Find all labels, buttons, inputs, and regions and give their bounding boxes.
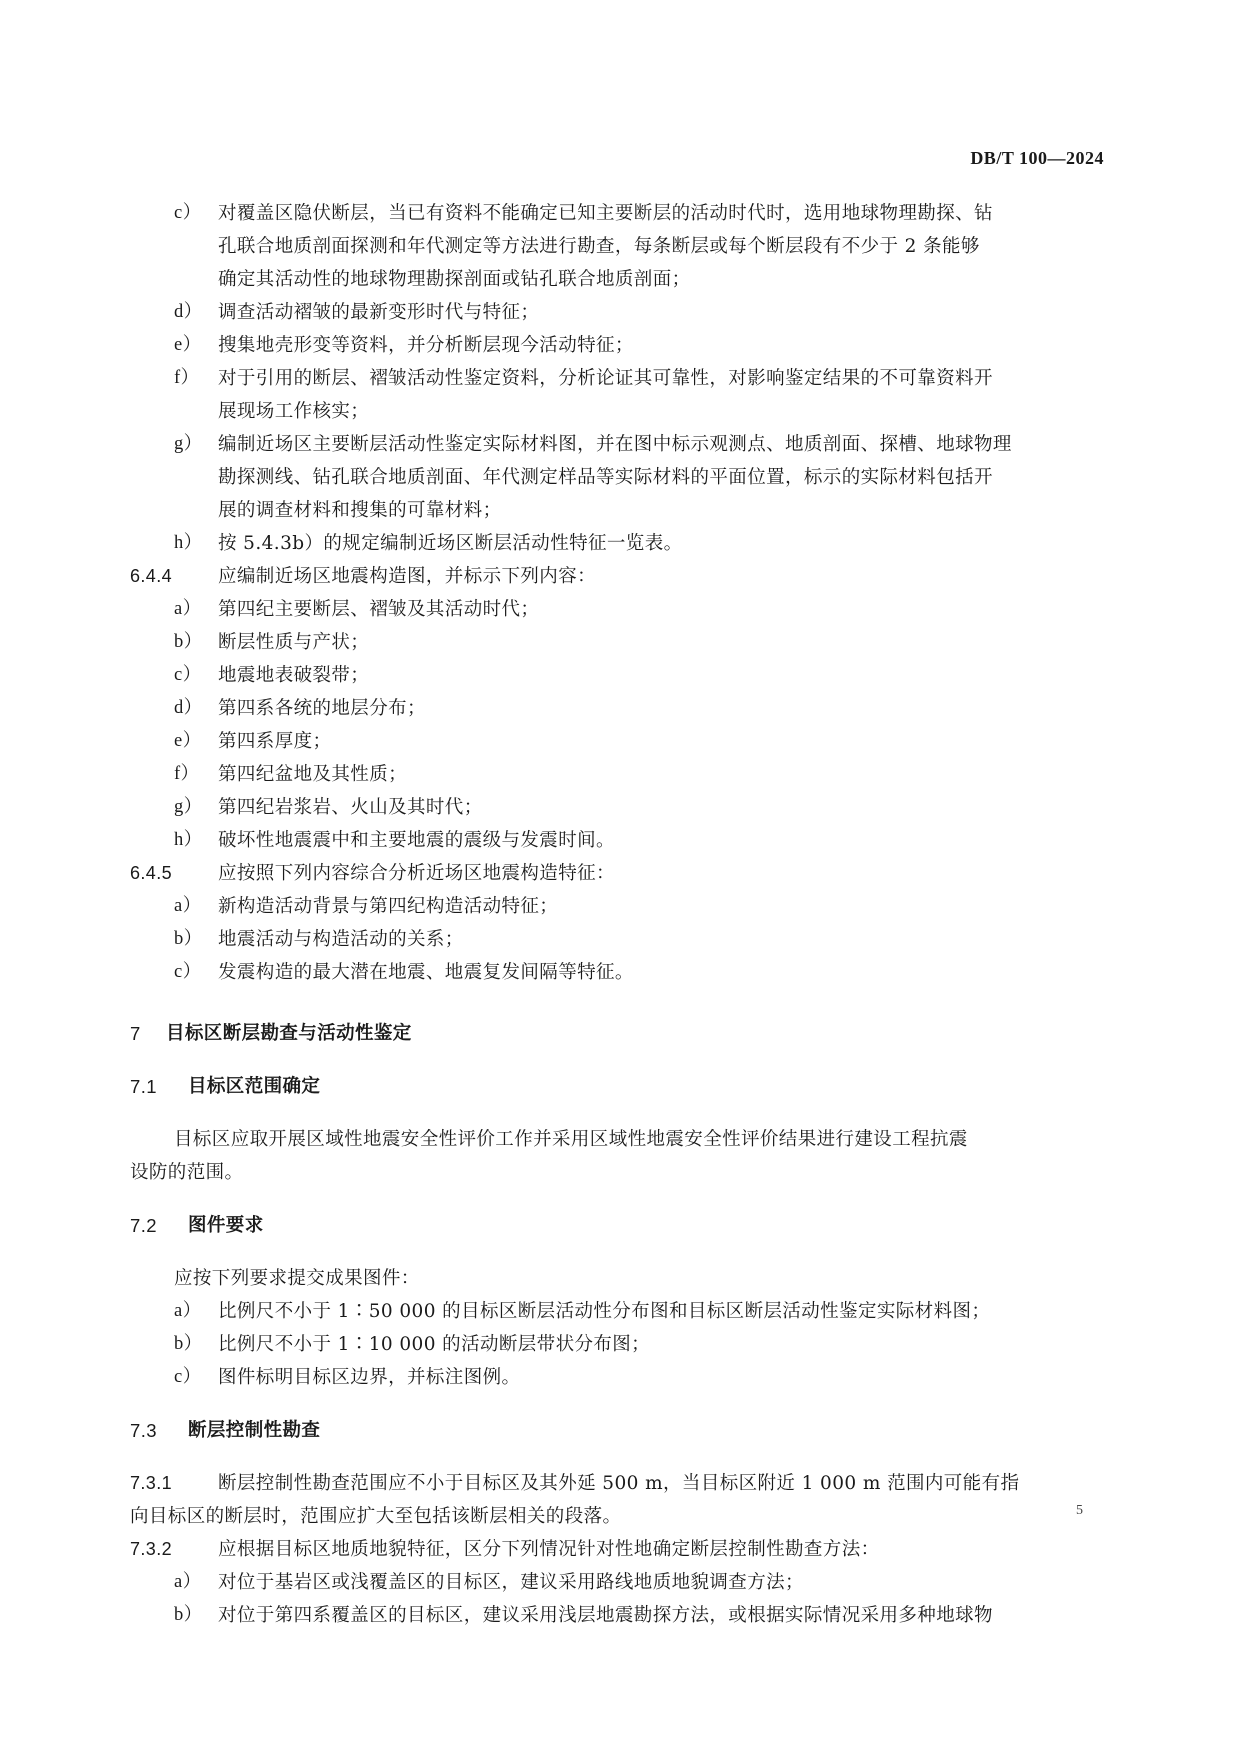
document-code: DB/T 100—2024	[970, 148, 1104, 168]
item-text-line: 展现场工作核实；	[218, 401, 370, 422]
paragraph-7-2-intro: 应按下列要求提交成果图件：	[174, 1268, 420, 1289]
item-label: e）	[174, 335, 202, 355]
clause-number: 7.3.2	[130, 1539, 173, 1559]
paragraph-line: 目标区应取开展区域性地震安全性评价工作并采用区域性地震安全性评价结果进行建设工程抗震	[174, 1129, 968, 1150]
list-item-e	[174, 329, 1105, 362]
list-item	[174, 659, 1105, 692]
item-label: b）	[174, 929, 203, 949]
item-label: g）	[174, 434, 203, 454]
clause-number: 6.4.4	[130, 566, 173, 586]
page-number: 5	[1076, 1503, 1083, 1518]
item-text-line: 对于引用的断层、褶皱活动性鉴定资料，分析论证其可靠性，对影响鉴定结果的不可靠资料开	[218, 368, 993, 389]
item-text-line: 对覆盖区隐伏断层，当已有资料不能确定已知主要断层的活动时代时，选用地球物理勘探、钻	[218, 203, 993, 224]
item-text: 第四纪主要断层、褶皱及其活动时代；	[218, 599, 540, 620]
item-text: 对位于基岩区或浅覆盖区的目标区，建议采用路线地质地貌调查方法；	[218, 1572, 804, 1593]
item-text: 调查活动褶皱的最新变形时代与特征；	[218, 302, 540, 323]
list-item-c	[174, 197, 1105, 296]
item-label: c）	[174, 665, 202, 685]
list-item-d	[174, 296, 1105, 329]
clause-7-3-2-list	[130, 1566, 1105, 1632]
clause-6-4-4-list	[130, 593, 1105, 857]
clause-text: 应编制近场区地震构造图，并标示下列内容：	[218, 566, 597, 587]
item-label: a）	[174, 896, 202, 916]
item-text: 第四纪岩浆岩、火山及其时代；	[218, 797, 483, 818]
list-item	[174, 758, 1105, 791]
section-title: 目标区范围确定	[188, 1076, 321, 1097]
item-text: 断层性质与产状；	[218, 632, 370, 653]
paragraph-7-1	[130, 1123, 1105, 1189]
item-text: 比例尺不小于 1∶50 000 的目标区断层活动性分布图和目标区断层活动性鉴定实际材料图；	[218, 1301, 991, 1322]
list-item	[174, 593, 1105, 626]
page-content	[130, 197, 1105, 1632]
section-number: 7.2	[130, 1215, 157, 1236]
item-label: a）	[174, 599, 202, 619]
list-item	[174, 626, 1105, 659]
item-text: 地震地表破裂带；	[218, 665, 370, 686]
item-label: c）	[174, 962, 202, 982]
section-title: 图件要求	[188, 1215, 264, 1236]
clause-6-4-5	[130, 857, 1105, 890]
paragraph-line: 设防的范围。	[130, 1162, 244, 1183]
section-7-2-list	[130, 1295, 1105, 1394]
list-item-g	[174, 428, 1105, 527]
clause-number: 6.4.5	[130, 863, 173, 883]
item-text: 图件标明目标区边界，并标注图例。	[218, 1367, 521, 1388]
section-heading-7-3	[130, 1414, 1105, 1447]
item-text: 破坏性地震震中和主要地震的震级与发震时间。	[218, 830, 615, 851]
section-heading-7-1	[130, 1070, 1105, 1103]
section-heading-7	[130, 1017, 1105, 1050]
item-label: c）	[174, 203, 202, 223]
section-number: 7.1	[130, 1076, 157, 1097]
item-label: a）	[174, 1301, 202, 1321]
section-number: 7.3	[130, 1420, 157, 1441]
clause-text-line: 断层控制性勘查范围应不小于目标区及其外延 500 m，当目标区附近 1 000 m 范围内可能有指	[218, 1473, 1020, 1494]
clause-7-3-2	[130, 1533, 1105, 1566]
item-text: 第四系各统的地层分布；	[218, 698, 426, 719]
list-item-f	[174, 362, 1105, 428]
item-text-line: 展的调查材料和搜集的可靠材料；	[218, 500, 502, 521]
section-number: 7	[130, 1023, 141, 1044]
clause-text: 应根据目标区地质地貌特征，区分下列情况针对性地确定断层控制性勘查方法：	[218, 1539, 880, 1560]
item-text: 搜集地壳形变等资料，并分析断层现今活动特征；	[218, 335, 634, 356]
list-item	[174, 1566, 1105, 1599]
clause-6-4-4	[130, 560, 1105, 593]
list-item	[174, 824, 1105, 857]
clause-text: 应按照下列内容综合分析近场区地震构造特征：	[218, 863, 615, 884]
item-label: b）	[174, 1605, 203, 1625]
item-label: d）	[174, 302, 203, 322]
list-item	[174, 692, 1105, 725]
item-label: f）	[174, 368, 200, 388]
list-item	[174, 890, 1105, 923]
list-item	[174, 1295, 1105, 1328]
item-text: 新构造活动背景与第四纪构造活动特征；	[218, 896, 559, 917]
list-item	[174, 1361, 1105, 1394]
clause-7-3-1	[130, 1467, 1105, 1533]
item-label: a）	[174, 1572, 202, 1592]
item-text: 地震活动与构造活动的关系；	[218, 929, 464, 950]
list-item	[174, 791, 1105, 824]
clause-text-line: 向目标区的断层时，范围应扩大至包括该断层相关的段落。	[130, 1506, 622, 1527]
item-label: h）	[174, 830, 203, 850]
list-item	[174, 725, 1105, 758]
list-item	[174, 956, 1105, 989]
section-title: 目标区断层勘查与活动性鉴定	[166, 1023, 412, 1044]
item-label: d）	[174, 698, 203, 718]
clause-6-4-5-list	[130, 890, 1105, 989]
item-label: g）	[174, 797, 203, 817]
item-text: 比例尺不小于 1∶10 000 的活动断层带状分布图；	[218, 1334, 651, 1355]
item-text-line: 勘探测线、钻孔联合地质剖面、年代测定样品等实际材料的平面位置，标示的实际材料包括开	[218, 467, 993, 488]
item-label: e）	[174, 731, 202, 751]
list-item	[174, 1599, 1105, 1632]
clause-number: 7.3.1	[130, 1473, 173, 1493]
item-text-line: 孔联合地质剖面探测和年代测定等方法进行勘查，每条断层或每个断层段有不少于 2 条能够	[218, 236, 980, 257]
item-text: 第四系厚度；	[218, 731, 332, 752]
item-text: 按 5.4.3b）的规定编制近场区断层活动性特征一览表。	[218, 533, 683, 554]
section-heading-7-2	[130, 1209, 1105, 1242]
item-text: 第四纪盆地及其性质；	[218, 764, 408, 785]
item-label: b）	[174, 632, 203, 652]
list-item	[174, 1328, 1105, 1361]
item-text-line: 确定其活动性的地球物理勘探剖面或钻孔联合地质剖面；	[218, 269, 691, 290]
item-text: 发震构造的最大潜在地震、地震复发间隔等特征。	[218, 962, 634, 983]
item-label: c）	[174, 1367, 202, 1387]
item-label: b）	[174, 1334, 203, 1354]
list-item-h	[174, 527, 1105, 560]
list-item	[174, 923, 1105, 956]
item-text: 对位于第四系覆盖区的目标区，建议采用浅层地震勘探方法，或根据实际情况采用多种地球物	[218, 1605, 993, 1626]
item-label: h）	[174, 533, 203, 553]
section-title: 断层控制性勘查	[188, 1420, 321, 1441]
item-label: f）	[174, 764, 200, 784]
item-text-line: 编制近场区主要断层活动性鉴定实际材料图，并在图中标示观测点、地质剖面、探槽、地球物理	[218, 434, 1012, 455]
